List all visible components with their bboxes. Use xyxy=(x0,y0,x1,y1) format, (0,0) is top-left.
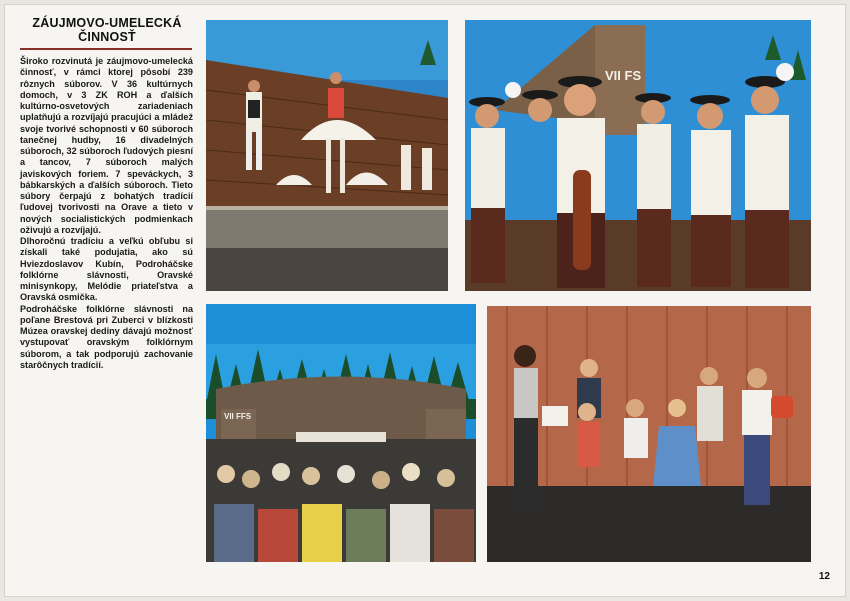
article-text xyxy=(20,56,193,371)
amphitheatre-image xyxy=(206,304,476,562)
photo-children-stage xyxy=(487,306,811,562)
children-stage-image xyxy=(487,306,811,562)
heading-underline xyxy=(20,48,192,50)
boys-costumes-image xyxy=(465,20,811,291)
page-number: 12 xyxy=(818,571,830,582)
folk-dancers-image xyxy=(206,20,448,291)
photo-amphitheatre xyxy=(206,304,476,562)
stage-sign-text: VII FS xyxy=(605,68,642,83)
photo-boys-costumes xyxy=(465,20,811,291)
stage-sign-left: VII FFS xyxy=(224,412,252,421)
paragraph-1: Široko rozvinutá je záujmovo-umelecká činnosť, v rámci ktorej pôsobí 239 rôznych súborov. V 36 kultúrnych domoch, v 3 ZK ROH a ďalších kultúrno-osvetových zariadeniach uplatňujú a rozvíjajú pracujúci a mládež svoje tvorivé schopnosti v 60 súboroch tanečnej hudby, 16 divadelných súboroch, 32 súboroch ľudových piesní a tancov, 7 súboroch malých javiskových foriem. 7 speváckych, 3 bábkarských a ďalších súboroch. Tieto súbory čerpajú z bohatých tradícií ľudovej tvorivosti na Orave a tieto v nových socialistických podmienkach oživujú a rozvíjajú. xyxy=(20,56,193,235)
photo-folk-dancers xyxy=(206,20,448,291)
paragraph-3: Podroháčske folklórne slávnosti na poľane Brestová pri Zuberci v blízkosti Múzea oravskej dediny dávajú možnosť vystupovať oravským folklórnym súborom, a tak podporujú zachovanie starôčnych tradícií. xyxy=(20,303,193,370)
magazine-page xyxy=(4,4,846,597)
paragraph-2: Dlhoročnú tradíciu a veľkú obľubu si získali také podujatia, ako sú Hviezdoslavov Kubín, Podroháčske folklórne slávnosti, Oravské minisynkopy, Melódie priateľstva a Oravská osmička. xyxy=(20,236,193,303)
section-heading: ZÁUJMOVO-UMELECKÁ ČINNOSŤ xyxy=(32,16,182,44)
